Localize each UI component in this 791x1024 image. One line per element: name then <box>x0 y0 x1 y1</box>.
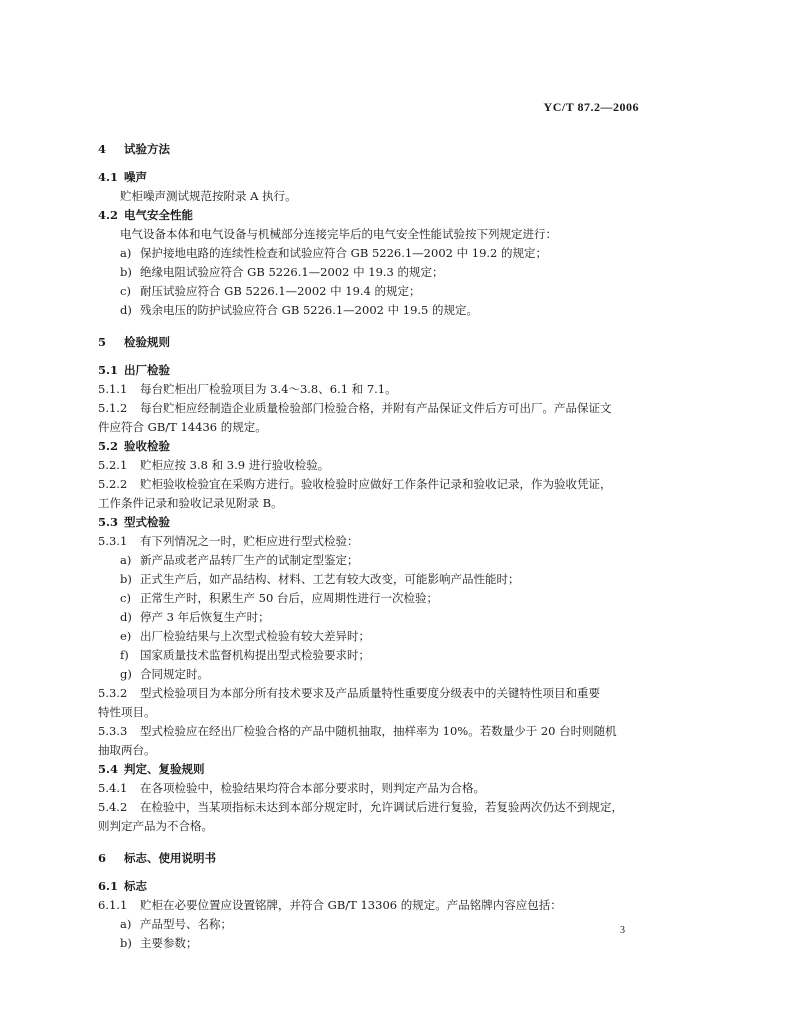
section-5-4-heading: 5.4 判定、复验规则 <box>98 762 205 776</box>
list-item: e) 出厂检验结果与上次型式检验有较大差异时； <box>120 629 370 643</box>
section-5-1-heading: 5.1 出厂检验 <box>98 363 170 377</box>
clause-6-1-1: 6.1.1 贮柜在必要位置应设置铭牌，并符合 GB/T 13306 的规定。产品铭牌内容应包括： <box>98 898 562 912</box>
section-6-1-heading: 6.1 标志 <box>98 879 147 893</box>
list-item: b) 正式生产后，如产品结构、材料、工艺有较大改变，可能影响产品性能时； <box>120 572 520 586</box>
clause-5-3-3: 5.3.3 型式检验应在经出厂检验合格的产品中随机抽取，抽样率为 10%。若数量少于 20 台时则随机 <box>98 724 617 738</box>
section-5-heading: 5 检验规则 <box>98 335 170 349</box>
section-4-1-heading: 4.1 噪声 <box>98 170 147 184</box>
clause-5-2-2: 5.2.2 贮柜验收检验宜在采购方进行。验收检验时应做好工作条件记录和验收记录，作为验收凭证， <box>98 477 612 491</box>
clause-5-3-3-cont: 抽取两台。 <box>98 743 156 757</box>
clause-5-3-2: 5.3.2 型式检验项目为本部分所有技术要求及产品质量特性重要度分级表中的关键特性项目和重要 <box>98 686 600 700</box>
standard-code: YC/T 87.2—2006 <box>543 100 639 114</box>
list-item: a) 保护接地电路的连续性检查和试验应符合 GB 5226.1—2002 中 19.2 的规定； <box>120 246 548 260</box>
section-6-heading: 6 标志、使用说明书 <box>98 851 216 865</box>
clause-5-1-2-cont: 件应符合 GB/T 14436 的规定。 <box>98 420 267 434</box>
list-item: b) 主要参数； <box>120 936 198 950</box>
clause-5-4-2-cont: 则判定产品为不合格。 <box>98 819 213 833</box>
clause-5-1-2: 5.1.2 每台贮柜应经制造企业质量检验部门检验合格，并附有产品保证文件后方可出厂。产品保证文 <box>98 401 612 415</box>
clause-5-1-1: 5.1.1 每台贮柜出厂检验项目为 3.4～3.8、6.1 和 7.1。 <box>98 382 397 396</box>
section-4-heading: 4 试验方法 <box>98 142 170 156</box>
list-item: a) 新产品或老产品转厂生产的试制定型鉴定； <box>120 553 359 567</box>
clause-5-3-2-cont: 特性项目。 <box>98 705 156 719</box>
clause-5-4-2: 5.4.2 在检验中，当某项指标未达到本部分规定时，允许调试后进行复验，若复验两次仍达不到规定， <box>98 800 623 814</box>
list-item: c) 耐压试验应符合 GB 5226.1—2002 中 19.4 的规定； <box>120 284 421 298</box>
section-4-2-text: 电气设备本体和电气设备与机械部分连接完毕后的电气安全性能试验按下列规定进行： <box>120 227 557 241</box>
list-item: d) 停产 3 年后恢复生产时； <box>120 610 270 624</box>
section-4-2-heading: 4.2 电气安全性能 <box>98 208 193 222</box>
list-item: g) 合同规定时。 <box>120 667 209 681</box>
clause-5-2-1: 5.2.1 贮柜应按 3.8 和 3.9 进行验收检验。 <box>98 458 330 472</box>
clause-5-4-1: 5.4.1 在各项检验中，检验结果均符合本部分要求时，则判定产品为合格。 <box>98 781 485 795</box>
page-number: 3 <box>620 925 625 936</box>
list-item: d) 残余电压的防护试验应符合 GB 5226.1—2002 中 19.5 的规定。 <box>120 303 479 317</box>
section-4-1-text: 贮柜噪声测试规范按附录 A 执行。 <box>120 189 297 203</box>
section-5-2-heading: 5.2 验收检验 <box>98 439 170 453</box>
list-item: f) 国家质量技术监督机构提出型式检验要求时； <box>120 648 370 662</box>
clause-5-2-2-cont: 工作条件记录和验收记录见附录 B。 <box>98 496 283 510</box>
list-item: b) 绝缘电阻试验应符合 GB 5226.1—2002 中 19.3 的规定； <box>120 265 444 279</box>
document-body <box>98 140 658 953</box>
list-item: a) 产品型号、名称； <box>120 917 232 931</box>
section-5-3-heading: 5.3 型式检验 <box>98 515 170 529</box>
clause-5-3-1: 5.3.1 有下列情况之一时，贮柜应进行型式检验： <box>98 534 359 548</box>
list-item: c) 正常生产时，积累生产 50 台后，应周期性进行一次检验； <box>120 591 438 605</box>
